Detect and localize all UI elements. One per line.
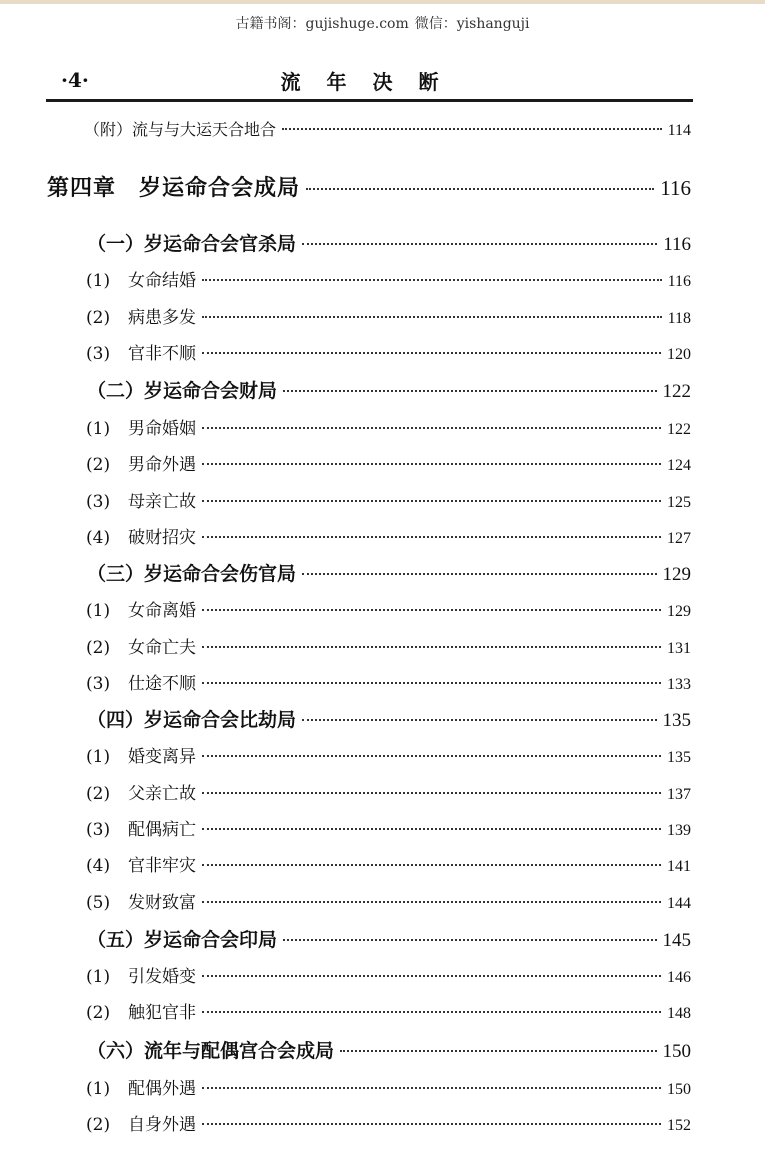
toc-page-number: 145 xyxy=(662,930,691,951)
toc-item-number: (3) xyxy=(86,674,111,694)
dot-leader xyxy=(202,864,661,866)
toc-entry-title: 女命离婚 xyxy=(128,601,196,621)
toc-section[interactable] xyxy=(87,1036,691,1060)
dot-leader xyxy=(302,719,656,721)
dot-leader xyxy=(202,463,661,465)
toc-item[interactable] xyxy=(86,742,691,766)
toc-page-number: 148 xyxy=(667,1005,691,1022)
toc-item[interactable] xyxy=(86,487,691,511)
toc-item-number: (1) xyxy=(86,1079,111,1099)
dot-leader xyxy=(302,573,656,575)
toc-page-number: 129 xyxy=(667,603,691,620)
toc-chapter[interactable] xyxy=(47,171,691,201)
toc-page-number: 114 xyxy=(667,122,691,139)
toc-page-number: 120 xyxy=(667,346,691,363)
toc-page-number: 152 xyxy=(667,1117,691,1134)
toc-entry-title: 自身外遇 xyxy=(128,1115,196,1135)
toc-item[interactable] xyxy=(86,815,691,839)
toc-item[interactable] xyxy=(86,414,691,438)
dot-leader xyxy=(202,316,662,318)
toc-section[interactable] xyxy=(87,229,691,253)
dot-leader xyxy=(202,279,662,281)
toc-entry-title: 女命亡夫 xyxy=(128,638,196,658)
toc-entry-title: （三）岁运命合会伤官局 xyxy=(87,563,297,585)
toc-entry-title: （二）岁运命合会财局 xyxy=(87,380,278,402)
toc-entry-title: 触犯官非 xyxy=(128,1003,196,1023)
toc-entry-title: 男命外遇 xyxy=(128,455,196,475)
toc-entry-title: 引发婚变 xyxy=(128,967,196,987)
dot-leader xyxy=(202,792,661,794)
toc-entry-title: 仕途不顺 xyxy=(128,674,196,694)
toc-page-number: 124 xyxy=(667,457,691,474)
toc-page-number: 146 xyxy=(667,969,691,986)
toc-entry-title: 发财致富 xyxy=(128,893,196,913)
toc-item[interactable] xyxy=(86,450,691,474)
toc-entry-title: 女命结婚 xyxy=(128,271,196,291)
toc-page-number: 150 xyxy=(667,1081,691,1098)
toc-page-number: 150 xyxy=(662,1041,691,1062)
toc-item-number: (4) xyxy=(86,856,111,876)
dot-leader xyxy=(202,755,661,757)
watermark-wechat: 微信：yishanguji xyxy=(414,16,530,32)
dot-leader xyxy=(202,536,661,538)
toc-item-number: (3) xyxy=(86,344,111,364)
dot-leader xyxy=(306,188,654,190)
header-rule xyxy=(46,99,693,102)
toc-item-number: (2) xyxy=(86,1003,111,1023)
dot-leader xyxy=(202,828,661,830)
toc-page-number: 144 xyxy=(667,895,691,912)
toc-entry-title: 男命婚姻 xyxy=(128,419,196,439)
toc-page-number: 131 xyxy=(667,640,691,657)
toc-item-number: (3) xyxy=(86,492,111,512)
toc-page-number: 133 xyxy=(667,676,691,693)
toc-page-number: 118 xyxy=(667,310,691,327)
toc-item[interactable] xyxy=(86,1110,691,1134)
toc-page-number: 122 xyxy=(667,421,691,438)
dot-leader xyxy=(202,427,661,429)
dot-leader xyxy=(202,901,661,903)
toc-item-number: (1) xyxy=(86,967,111,987)
dot-leader xyxy=(302,243,657,245)
toc-section[interactable] xyxy=(87,376,691,400)
toc-entry-title: 配偶外遇 xyxy=(128,1079,196,1099)
toc-item[interactable] xyxy=(86,596,691,620)
toc-item[interactable] xyxy=(86,669,691,693)
dot-leader xyxy=(283,939,656,941)
toc-entry-title: 母亲亡故 xyxy=(128,492,196,512)
toc-entry-title: 父亲亡故 xyxy=(128,784,196,804)
toc-item[interactable] xyxy=(86,998,691,1022)
toc-item[interactable] xyxy=(86,303,691,327)
dot-leader xyxy=(202,646,661,648)
toc-item-number: (4) xyxy=(86,528,111,548)
toc-item-number: (1) xyxy=(86,747,111,767)
running-title: 流年决断 xyxy=(280,70,465,94)
dot-leader xyxy=(282,128,662,130)
dot-leader xyxy=(202,500,661,502)
toc-entry-title: （五）岁运命合会印局 xyxy=(87,929,278,951)
toc-entry-title: 配偶病亡 xyxy=(128,820,196,840)
toc-section[interactable] xyxy=(87,559,691,583)
toc-item[interactable] xyxy=(86,633,691,657)
toc-item-number: (1) xyxy=(86,271,111,291)
dot-leader xyxy=(202,1123,661,1125)
dot-leader xyxy=(202,1011,661,1013)
dot-leader xyxy=(340,1050,656,1052)
toc-entry-title: 第四章 岁运命合会成局 xyxy=(47,175,301,201)
toc-section[interactable] xyxy=(87,925,691,949)
toc-page-number: 116 xyxy=(667,273,691,290)
toc-entry-title: 破财招灾 xyxy=(128,528,196,548)
toc-entry-title: 官非不顺 xyxy=(128,344,196,364)
toc-page-number: 127 xyxy=(667,530,691,547)
toc-item[interactable] xyxy=(86,962,691,986)
toc-item-number: (1) xyxy=(86,601,111,621)
toc-item-number: (2) xyxy=(86,1115,111,1135)
toc-entry-title: （一）岁运命合会官杀局 xyxy=(87,233,297,255)
toc-page-number: 141 xyxy=(667,858,691,875)
toc-page-number: 129 xyxy=(662,564,691,585)
toc-entry-title: 官非牢灾 xyxy=(128,856,196,876)
toc-entry-title: 病患多发 xyxy=(128,308,196,328)
toc-appendix[interactable] xyxy=(84,117,691,141)
dot-leader xyxy=(283,390,656,392)
toc-page-number: 135 xyxy=(667,749,691,766)
toc-entry-title: （附）流与与大运天合地合 xyxy=(84,120,277,139)
toc-item[interactable] xyxy=(86,1074,691,1098)
toc-item[interactable] xyxy=(86,779,691,803)
toc-page-number: 125 xyxy=(667,494,691,511)
dot-leader xyxy=(202,609,661,611)
toc-page-number: 137 xyxy=(667,786,691,803)
dot-leader xyxy=(202,352,661,354)
top-border-band xyxy=(0,0,765,4)
toc-page-number: 135 xyxy=(662,710,691,731)
toc-item-number: (3) xyxy=(86,820,111,840)
toc-page-number: 116 xyxy=(663,234,691,255)
toc-page-number: 116 xyxy=(660,176,691,200)
watermark xyxy=(0,13,765,33)
toc-entry-title: （四）岁运命合会比劫局 xyxy=(87,709,297,731)
toc-page-number: 122 xyxy=(662,381,691,402)
toc-item-number: (2) xyxy=(86,455,111,475)
toc-item[interactable] xyxy=(86,851,691,875)
watermark-site: 古籍书阁：gujishuge.com xyxy=(235,16,409,32)
toc-item[interactable] xyxy=(86,266,691,290)
toc-item-number: (2) xyxy=(86,638,111,658)
toc-item[interactable] xyxy=(86,523,691,547)
toc-entry-title: （六）流年与配偶宫合会成局 xyxy=(87,1040,335,1062)
dot-leader xyxy=(202,682,661,684)
toc-item-number: (2) xyxy=(86,784,111,804)
toc-section[interactable] xyxy=(87,705,691,729)
dot-leader xyxy=(202,975,661,977)
dot-leader xyxy=(202,1087,661,1089)
toc-item-number: (2) xyxy=(86,308,111,328)
toc-page-number: 139 xyxy=(667,822,691,839)
toc-item[interactable] xyxy=(86,339,691,363)
toc-item-number: (1) xyxy=(86,419,111,439)
toc-entry-title: 婚变离异 xyxy=(128,747,196,767)
page-number: ·4· xyxy=(61,68,89,92)
toc-item[interactable] xyxy=(86,888,691,912)
toc-item-number: (5) xyxy=(86,893,111,913)
